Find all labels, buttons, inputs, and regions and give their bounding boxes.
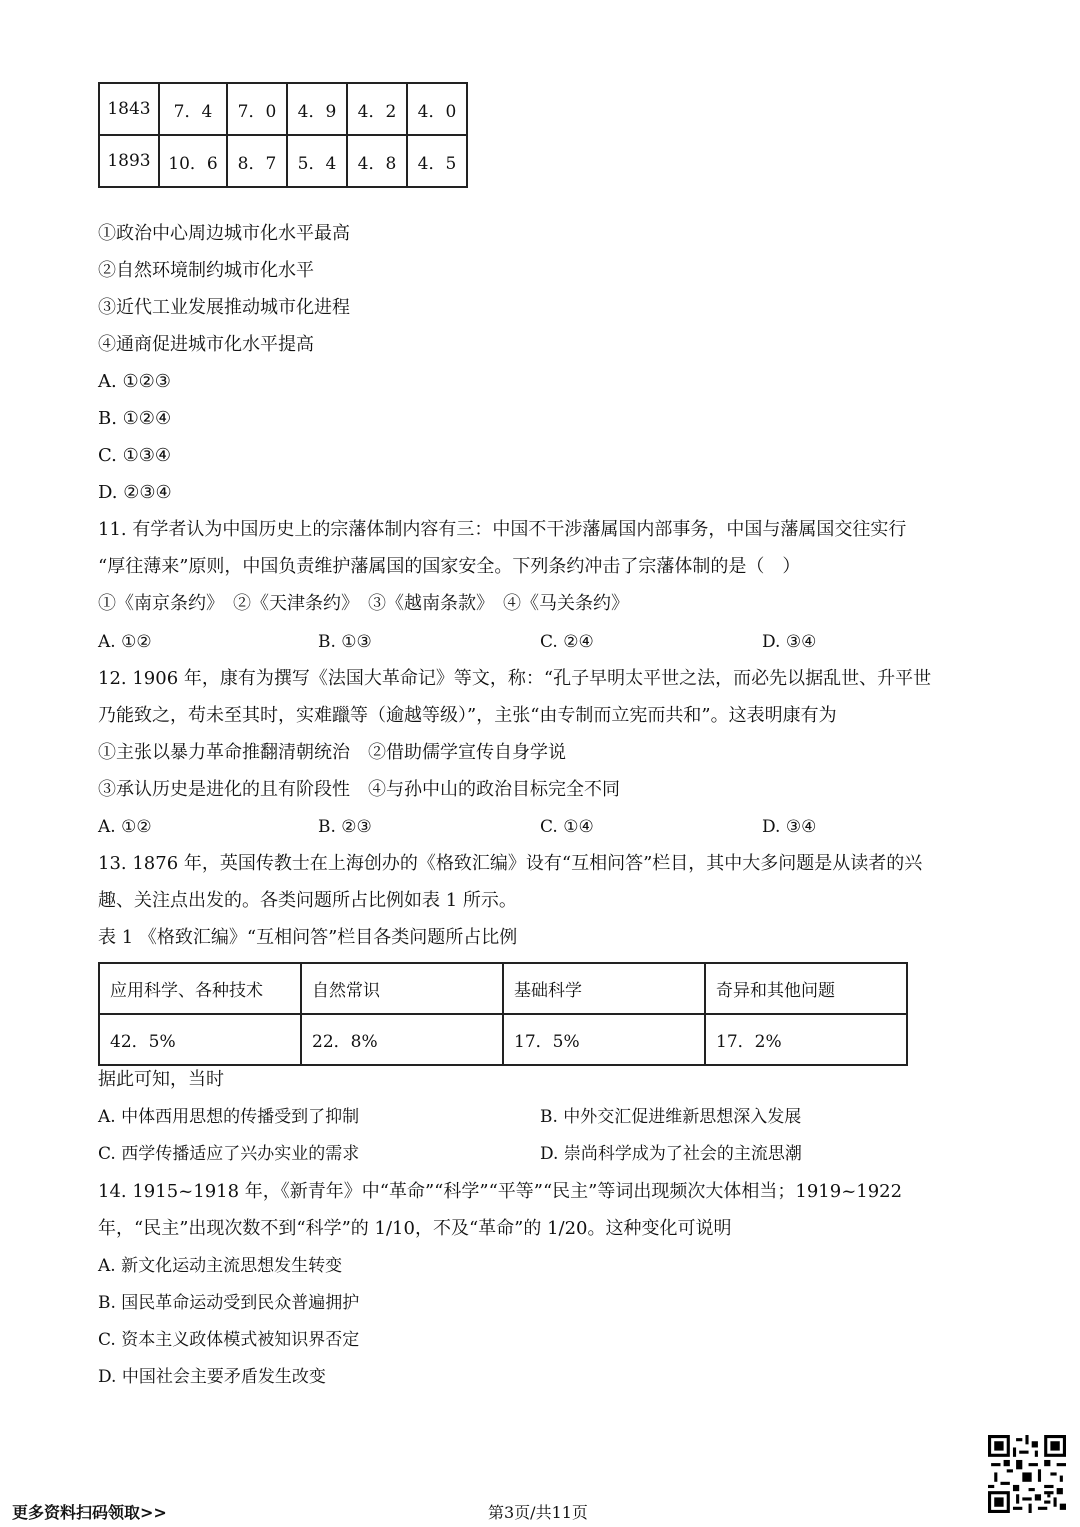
table-caption: 表 1 《格致汇编》“互相问答”栏目各类问题所占比例 — [98, 927, 518, 948]
table-cell: 4．9 — [287, 83, 347, 135]
question-13-text: 趣、关注点出发的。各类问题所占比例如表 1 所示。 — [98, 890, 517, 911]
table-cell: 10．6 — [159, 135, 227, 187]
question-12-text: ①主张以暴力革命推翻清朝统治 ②借助儒学宣传自身学说 — [98, 742, 566, 763]
table-header-cell: 奇异和其他问题 — [705, 963, 907, 1014]
table-cell: 42．5% — [99, 1014, 301, 1065]
option-a: A. ①②③ — [98, 371, 171, 392]
table-cell: 7．4 — [159, 83, 227, 135]
question-ratio-table — [98, 962, 908, 1066]
table-header-cell: 应用科学、各种技术 — [99, 963, 301, 1014]
option-c: C. ②④ — [540, 632, 594, 652]
table-row — [99, 83, 467, 135]
option-b: B. ②③ — [318, 817, 372, 837]
option-b: B. ①③ — [318, 632, 372, 652]
question-13-text: 13. 1876 年，英国传教士在上海创办的《格致汇编》设有“互相问答”栏目，其中大多问题是从读者的兴 — [98, 853, 923, 874]
table-cell: 4．0 — [407, 83, 467, 135]
table-cell: 17．5% — [503, 1014, 705, 1065]
table-row — [99, 963, 907, 1014]
question-14-text: 14. 1915~1918 年，《新青年》中“革命”“科学”“平等”“民主”等词出现频次大体相当；1919~1922 — [98, 1181, 903, 1202]
question-14-text: 年，“民主”出现次数不到“科学”的 1/10，不及“革命”的 1/20。这种变化可说明 — [98, 1218, 732, 1239]
table-cell: 5．4 — [287, 135, 347, 187]
statement: ④通商促进城市化水平提高 — [98, 334, 314, 355]
table-cell: 7．0 — [227, 83, 287, 135]
option-a: A. 新文化运动主流思想发生转变 — [98, 1256, 343, 1276]
table-header-cell: 自然常识 — [301, 963, 503, 1014]
statement: ①政治中心周边城市化水平最高 — [98, 223, 350, 244]
qr-code-icon[interactable] — [988, 1435, 1066, 1513]
option-a: A. 中体西用思想的传播受到了抑制 — [98, 1107, 360, 1127]
question-12-text: ③承认历史是进化的且有阶段性 ④与孙中山的政治目标完全不同 — [98, 779, 620, 800]
question-12-text: 乃能致之，苟未至其时，实难躐等（逾越等级）”，主张“由专制而立宪而共和”。这表明康有为 — [98, 705, 837, 726]
option-a: A. ①② — [98, 632, 152, 652]
table-header-cell: 基础科学 — [503, 963, 705, 1014]
table-cell: 4．2 — [347, 83, 407, 135]
option-d: D. ②③④ — [98, 482, 172, 503]
option-c: C. ①④ — [540, 817, 594, 837]
question-11-text: ①《南京条约》 ②《天津条约》 ③《越南条款》 ④《马关条约》 — [98, 593, 629, 614]
question-11-text: 11. 有学者认为中国历史上的宗藩体制内容有三：中国不干涉藩属国内部事务，中国与藩属国交往实行 — [98, 519, 907, 540]
page-number: 第3页/共11页 — [488, 1503, 588, 1522]
statement: ②自然环境制约城市化水平 — [98, 260, 314, 281]
question-12-text: 12. 1906 年，康有为撰写《法国大革命记》等文，称：“孔子早明太平世之法，而必先以据乱世、升平世 — [98, 668, 932, 689]
urbanization-table — [98, 82, 468, 188]
option-d: D. ③④ — [762, 632, 817, 652]
table-cell: 22．8% — [301, 1014, 503, 1065]
option-c: C. ①③④ — [98, 445, 171, 466]
table-cell: 4．8 — [347, 135, 407, 187]
option-d: D. 中国社会主要矛盾发生改变 — [98, 1367, 326, 1387]
footer-more-resources-link[interactable]: 更多资料扫码领取>> — [12, 1503, 167, 1522]
option-c: C. 西学传播适应了兴办实业的需求 — [98, 1144, 360, 1164]
table-cell: 8．7 — [227, 135, 287, 187]
table-cell: 4．5 — [407, 135, 467, 187]
statement: ③近代工业发展推动城市化进程 — [98, 297, 350, 318]
question-13-text: 据此可知，当时 — [98, 1069, 224, 1090]
option-b: B. ①②④ — [98, 408, 172, 429]
option-d: D. 崇尚科学成为了社会的主流思潮 — [540, 1144, 802, 1164]
option-a: A. ①② — [98, 817, 152, 837]
table-row — [99, 135, 467, 187]
option-d: D. ③④ — [762, 817, 817, 837]
table-row — [99, 1014, 907, 1065]
option-b: B. 国民革命运动受到民众普遍拥护 — [98, 1293, 360, 1313]
question-11-text: “厚往薄来”原则，中国负责维护藩属国的国家安全。下列条约冲击了宗藩体制的是（ ） — [98, 556, 801, 577]
table-cell: 17．2% — [705, 1014, 907, 1065]
table-cell: 1843 — [99, 83, 159, 135]
option-c: C. 资本主义政体模式被知识界否定 — [98, 1330, 360, 1350]
table-cell: 1893 — [99, 135, 159, 187]
option-b: B. 中外交汇促进维新思想深入发展 — [540, 1107, 802, 1127]
